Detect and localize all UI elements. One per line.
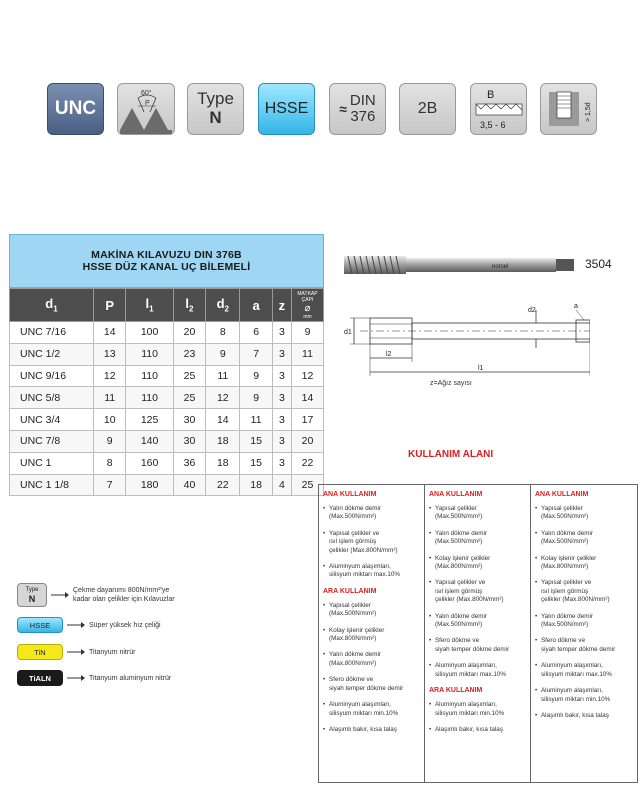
usage-item: • Yalın dökme demir (Max.500N/mm²): [323, 505, 420, 522]
table-row: [10, 474, 324, 496]
chamfer-range: 3,5 - 6: [480, 120, 506, 130]
thread-profile-badge: [117, 83, 175, 135]
tolerance-label: 2B: [417, 100, 438, 117]
usage-column: [425, 485, 531, 782]
usage-item: • Yapısal çelikler ve ısıl işlem görmüş çelikler (Max.800N/mm²): [535, 579, 633, 604]
chamfer-letter: B: [487, 89, 495, 101]
type-n-badge: [187, 83, 244, 135]
product-code: 3504: [585, 257, 612, 271]
table-cell: 25: [173, 365, 205, 387]
usage-item: • Yapısal çelikler (Max.500N/mm²): [323, 602, 420, 619]
table-cell: 110: [126, 387, 173, 409]
usage-item: • Yalın dökme demir (Max.500N/mm²): [429, 530, 526, 547]
table-cell: 30: [173, 430, 205, 452]
table-cell: 14: [206, 409, 240, 431]
table-cell: 20: [292, 430, 324, 452]
legend-tialn-text: Titanyum aluminyum nitrür: [89, 674, 172, 682]
table-cell: 7: [240, 343, 272, 365]
table-title-line2: HSSE DÜZ KANAL UÇ BİLEMELİ: [82, 261, 251, 273]
table-row: [10, 387, 324, 409]
brand-label: norsel: [492, 264, 509, 270]
table-cell: 14: [292, 387, 324, 409]
dim-d2: d2: [528, 307, 536, 314]
table-cell: 4: [272, 474, 291, 496]
arrow-icon: [51, 591, 69, 599]
legend-type-n-text: Çekme dayanımı 800N/mm²'ye kadar olan çelikler için Kılavuzlar: [73, 587, 175, 603]
hsse-badge: [258, 83, 315, 135]
col-p: P: [94, 289, 126, 322]
legend-tialn-box: TiALN: [17, 670, 63, 686]
table-row: [10, 452, 324, 474]
table-cell: 18: [240, 474, 272, 496]
table-cell: 22: [292, 452, 324, 474]
usage-item: • Yapısal çelikler ve ısıl işlem görmüş çelikler (Max.800N/mm²): [429, 579, 526, 604]
usage-item: • Kolay işlenir çelikler (Max.800N/mm²): [323, 627, 420, 644]
usage-item: • Yapısal çelikler ve ısıl işlem görmüş çelikler (Max.800N/mm²): [323, 530, 420, 555]
table-title-line1: MAKİNA KILAVUZU DIN 376B: [91, 249, 242, 261]
table-cell: 11: [240, 409, 272, 431]
hsse-label: HSSE: [264, 100, 309, 117]
usage-item: • Alaşımlı bakır, kısa talaş: [429, 726, 526, 734]
drill-header-top: MATKAP ÇAPI: [297, 290, 318, 303]
usage-item: • Yalın dökme demir (Max.500N/mm²): [535, 530, 633, 547]
table-cell: 23: [173, 343, 205, 365]
col-d1: $d_1$: [10, 289, 94, 322]
usage-item: • Yapısal çelikler (Max.500N/mm²): [535, 505, 633, 522]
chamfer-badge: [470, 83, 527, 135]
table-row: [10, 409, 324, 431]
dim-l2: l2: [386, 351, 392, 358]
table-cell: 20: [173, 322, 205, 344]
col-d2: $d_2$: [206, 289, 240, 322]
blind-hole-icon: [541, 84, 596, 134]
table-cell: 36: [173, 452, 205, 474]
table-cell: 14: [94, 322, 126, 344]
table-cell: UNC 3/4: [10, 409, 94, 431]
usage-item: • Sfero dökme ve siyah temper dökme demir: [535, 637, 633, 654]
din-label: DIN: [349, 91, 376, 109]
usage-item: • Aluminyum alaşımları, silisyum miktarı min.10%: [535, 687, 633, 704]
usage-item: • Yalın dökme demir (Max.800N/mm²): [323, 651, 420, 668]
table-title: [9, 234, 324, 288]
usage-item: • Aluminyum alaşımları, silisyum miktarı min.10%: [429, 701, 526, 718]
table-cell: 22: [206, 474, 240, 496]
table-cell: 12: [206, 387, 240, 409]
depth-badge: [540, 83, 597, 135]
usage-item: • Sfero dökme ve siyah temper dökme demir: [323, 676, 420, 693]
table-cell: 110: [126, 365, 173, 387]
table-cell: 11: [94, 387, 126, 409]
col-a: a: [240, 289, 272, 322]
table-cell: UNC 5/8: [10, 387, 94, 409]
usage-section-heading: ANA KULLANIM: [323, 491, 377, 498]
legend-tin: [17, 644, 135, 660]
table-row: [10, 365, 324, 387]
arrow-icon: [67, 648, 85, 656]
usage-grid: [318, 484, 638, 783]
table-cell: UNC 7/16: [10, 322, 94, 344]
table-cell: 3: [272, 322, 291, 344]
usage-column: [319, 485, 425, 782]
diameter-icon: ⌀: [304, 302, 311, 314]
thread-profile-icon: [118, 84, 174, 134]
din-number: 376: [350, 108, 376, 125]
table-cell: 3: [272, 409, 291, 431]
table-cell: 9: [240, 365, 272, 387]
legend-tialn: [17, 670, 171, 686]
table-cell: 110: [126, 343, 173, 365]
table-cell: 9: [240, 387, 272, 409]
table-cell: 140: [126, 430, 173, 452]
approx-symbol: ≈: [339, 101, 347, 117]
table-cell: 30: [173, 409, 205, 431]
table-cell: 3: [272, 452, 291, 474]
tolerance-badge: [399, 83, 456, 135]
col-l2: $l_2$: [173, 289, 205, 322]
tap-drawing: [330, 240, 590, 390]
table-cell: 160: [126, 452, 173, 474]
table-cell: 12: [292, 365, 324, 387]
usage-item: • Kolay işlenir çelikler (Max.800N/mm²): [535, 555, 633, 572]
legend-hsse-box: HSSE: [17, 617, 63, 633]
table-cell: 9: [94, 430, 126, 452]
unc-badge: [47, 83, 104, 135]
table-cell: 12: [94, 365, 126, 387]
table-cell: 15: [240, 430, 272, 452]
usage-item: • Aluminyum alaşımları, silisyum miktarı min.10%: [323, 701, 420, 718]
dim-a: a: [574, 303, 578, 310]
depth-label: > 1,5d: [585, 102, 592, 122]
table-cell: 18: [206, 430, 240, 452]
table-cell: 17: [292, 409, 324, 431]
din-badge: [329, 83, 386, 135]
table-cell: 3: [272, 430, 291, 452]
col-z: z: [272, 289, 291, 322]
legend-hsse-text: Süper yüksek hız çeliği: [89, 621, 161, 629]
usage-item: • Aluminyum alaşımları, silisyum miktarı max.10%: [429, 662, 526, 679]
table-cell: 180: [126, 474, 173, 496]
table-cell: 6: [240, 322, 272, 344]
table-cell: UNC 9/16: [10, 365, 94, 387]
table-cell: 25: [292, 474, 324, 496]
arrow-icon: [67, 674, 85, 682]
table-cell: 3: [272, 343, 291, 365]
tap-photo: [344, 256, 574, 274]
table-cell: 100: [126, 322, 173, 344]
usage-column: [531, 485, 637, 782]
type-label: Type: [197, 89, 234, 109]
usage-title: KULLANIM ALANI: [408, 449, 494, 460]
angle-label: 60°: [141, 90, 152, 97]
usage-item: • Aluminyum alaşımları, silisyum miktarı max.10%: [323, 563, 420, 580]
table-cell: 25: [173, 387, 205, 409]
legend-hsse: [17, 617, 161, 633]
legend-type-n: [17, 583, 175, 607]
table-cell: 15: [240, 452, 272, 474]
type-value: N: [209, 108, 222, 127]
table-cell: 8: [94, 452, 126, 474]
table-cell: UNC 1 1/8: [10, 474, 94, 496]
usage-item: • Alaşımlı bakır, kısa talaş: [323, 726, 420, 734]
dim-d1: d1: [344, 329, 352, 336]
legend-tin-text: Titanyum nitrür: [89, 648, 136, 656]
table-cell: 8: [206, 322, 240, 344]
table-cell: 3: [272, 387, 291, 409]
spec-table-header: [10, 289, 324, 322]
unc-label: UNC: [54, 98, 97, 119]
dim-l1: l1: [478, 365, 484, 372]
table-cell: 7: [94, 474, 126, 496]
usage-section-heading: ARA KULLANIM: [323, 587, 377, 595]
pitch-label: P: [145, 100, 150, 107]
arrow-icon: [67, 621, 85, 629]
table-cell: 125: [126, 409, 173, 431]
table-cell: UNC 1/2: [10, 343, 94, 365]
chamfer-form-icon: [471, 84, 526, 134]
table-cell: 10: [94, 409, 126, 431]
table-cell: 9: [292, 322, 324, 344]
usage-item: • Sfero dökme ve siyah temper dökme demir: [429, 637, 526, 654]
usage-item: • Kolay işlenir çelikler (Max.800N/mm²): [429, 555, 526, 572]
tap-technical-drawing: [350, 310, 590, 376]
usage-section-heading: ANA KULLANIM: [428, 491, 483, 498]
usage-item: • Alaşımlı bakır, kısa talaş: [535, 712, 633, 720]
legend-tin-box: TiN: [17, 644, 63, 660]
table-cell: 18: [206, 452, 240, 474]
usage-item: • Yapısal çelikler (Max.500N/mm²): [429, 505, 526, 522]
table-cell: 9: [206, 343, 240, 365]
table-cell: UNC 1: [10, 452, 94, 474]
z-caption: z=Ağız sayısı: [430, 380, 472, 387]
table-row: [10, 430, 324, 452]
spec-table: [9, 288, 324, 496]
table-cell: 11: [292, 343, 324, 365]
table-cell: 40: [173, 474, 205, 496]
usage-item: • Yalın dökme demir (Max.500N/mm²): [429, 613, 526, 630]
usage-section-heading: ARA KULLANIM: [428, 687, 483, 695]
table-row: [10, 343, 324, 365]
usage-item: • Yalın dökme demir (Max.500N/mm²): [535, 613, 633, 630]
table-row: [10, 322, 324, 344]
col-l1: $l_1$: [126, 289, 173, 322]
table-cell: 3: [272, 365, 291, 387]
usage-item: • Aluminyum alaşımları, silisyum miktarı max.10%: [535, 662, 633, 679]
table-cell: 13: [94, 343, 126, 365]
col-drill-diameter: [292, 289, 324, 322]
drill-header-unit: mm: [303, 313, 312, 320]
legend-type-n-box: Type N: [17, 583, 47, 607]
table-cell: UNC 7/8: [10, 430, 94, 452]
table-cell: 11: [206, 365, 240, 387]
usage-section-heading: ANA KULLANIM: [534, 491, 589, 498]
